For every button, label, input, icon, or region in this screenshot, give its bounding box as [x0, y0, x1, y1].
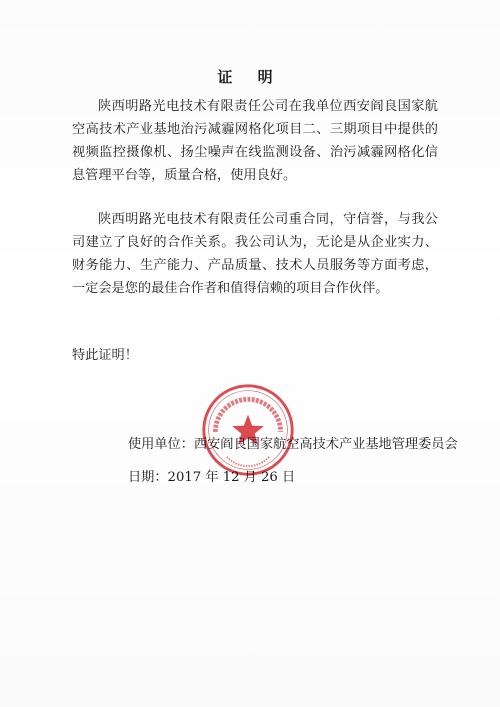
document-title: 证 明	[217, 68, 283, 86]
signer-line: 使用单位：西安阎良国家航空高技术产业基地管理委员会	[128, 437, 458, 452]
closing-line: 特此证明！	[72, 348, 138, 363]
official-seal-stamp-icon	[200, 382, 296, 478]
body-paragraph-1: 陕西明路光电技术有限责任公司在我单位西安阎良国家航空高技术产业基地治污减霾网格化项目二、三期项目中提供的视频监控摄像机、扬尘噪声在线监测设备、治污减霾网格化信息管理平台等，质量合格，使用良好。	[72, 99, 438, 183]
date-line: 日期：2017 年 12 月 26 日	[128, 470, 296, 485]
body-paragraph-2: 陕西明路光电技术有限责任公司重合同，守信誉，与我公司建立了良好的合作关系。我公司认为，无论是从企业实力、财务能力、生产能力、产品质量、技术人员服务等方面考虑，一定会是您的最佳合作者和值得信赖的项目合作伙伴。	[72, 212, 438, 296]
